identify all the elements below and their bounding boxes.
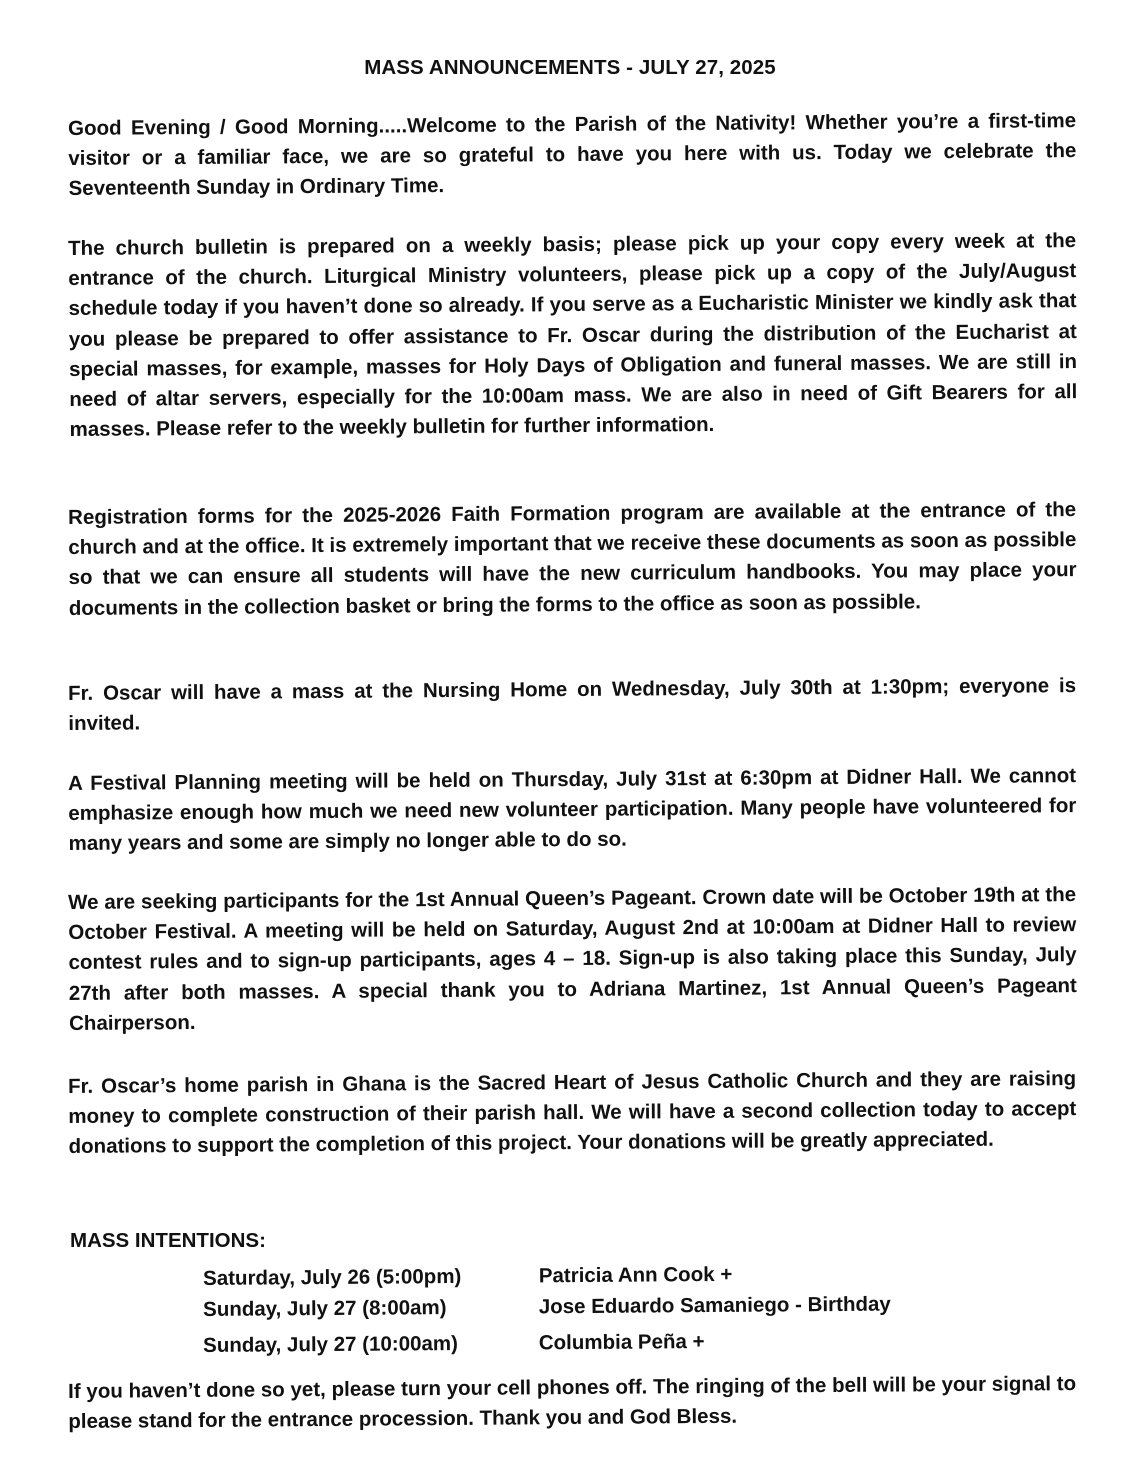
registration-paragraph: Registration forms for the 2025-2026 Faith Formation program are available at the entrance of the church and at the office. It is extremely important that we receive these documents as soon as possible so that we can ensure all students will have the new curriculum handbooks. You may place your documents in the collection basket or bring the forms to the office as soon as possible.	[68, 498, 1077, 620]
festival-planning-paragraph: A Festival Planning meeting will be held on Thursday, July 31st at 6:30pm at Didner Hall. We cannot emphasize enough how much we need new volunteer participation. Many people have volunteered for many years and some are simply no longer able to do so.	[68, 764, 1077, 856]
ghana-parish-paragraph: Fr. Oscar’s home parish in Ghana is the Sacred Heart of Jesus Catholic Church and they are raising money to complete construction of their parish hall. We will have a second collection today to accept donations to support the completion of this project. Your donations will be greatly appreciated.	[68, 1067, 1077, 1159]
nursing-home-mass-paragraph: Fr. Oscar will have a mass at the Nursing Home on Wednesday, July 30th at 1:30pm; everyone is invited.	[68, 674, 1077, 736]
page-title: MASS ANNOUNCEMENTS - JULY 27, 2025	[364, 56, 776, 79]
mass-intention-row	[203, 1330, 705, 1358]
intention-date: Sunday, July 27 (10:00am)	[203, 1331, 459, 1357]
mass-intention-row	[203, 1263, 732, 1291]
mass-intention-row	[203, 1293, 891, 1322]
intention-name: Jose Eduardo Samaniego - Birthday	[538, 1292, 891, 1319]
closing-paragraph: If you haven’t done so yet, please turn your cell phones off. The ringing of the bell will be your signal to please stand for the entrance procession. Thank you and God Bless.	[68, 1372, 1077, 1434]
welcome-paragraph: Good Evening / Good Morning.....Welcome to the Parish of the Nativity! Whether you’re a first-time visitor or a familiar face, we are so grateful to have you here with us. Today we celebrate the Seventeenth Sunday in Ordinary Time.	[68, 109, 1077, 201]
intention-name: Patricia Ann Cook +	[538, 1262, 733, 1288]
mass-intentions-heading: MASS INTENTIONS:	[70, 1229, 266, 1252]
intention-name: Columbia Peña +	[538, 1330, 705, 1355]
bulletin-paragraph: The church bulletin is prepared on a weekly basis; please pick up your copy every week at the entrance of the church. Liturgical Ministry volunteers, please pick up a copy of the July/August schedule today if you haven’t done so already. If you serve as a Eucharistic Minister we kindly ask that you please be prepared to offer assistance to Fr. Oscar during the distribution of the Eucharist at special masses, for example, masses for Holy Days of Obligation and funeral masses. We are still in need of altar servers, especially for the 10:00am mass. We are also in need of Gift Bearers for all masses. Please refer to the weekly bulletin for further information.	[68, 229, 1078, 442]
intention-date: Saturday, July 26 (5:00pm)	[203, 1264, 462, 1290]
pageant-paragraph: We are seeking participants for the 1st Annual Queen’s Pageant. Crown date will be October 19th at the October Festival. A meeting will be held on Saturday, August 2nd at 10:00am at Didner Hall to review contest rules and to sign-up participants, ages 4 – 18. Sign-up is also taking place this Sunday, July 27th after both masses. A special thank you to Adriana Martinez, 1st Annual Queen’s Pageant Chairperson.	[68, 883, 1077, 1035]
intention-date: Sunday, July 27 (8:00am)	[203, 1296, 447, 1321]
